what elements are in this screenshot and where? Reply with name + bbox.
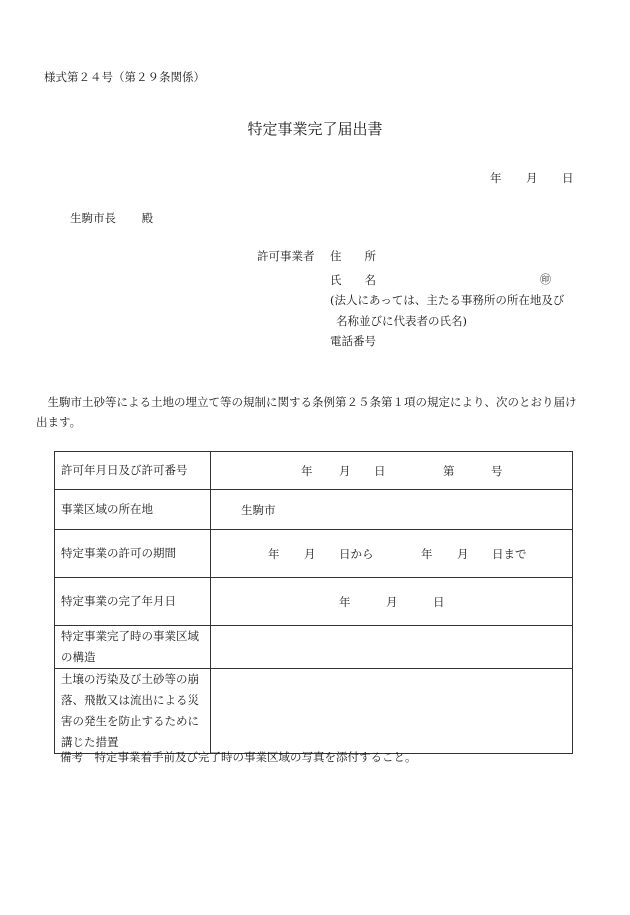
addressee xyxy=(70,210,153,226)
table-row-structure xyxy=(55,626,573,669)
table-row-measures xyxy=(55,669,573,754)
applicant-label: 許可事業者 xyxy=(257,249,315,263)
period-label: 特定事業の許可の期間 xyxy=(55,530,211,578)
addressee-name: 生駒市長 xyxy=(70,211,116,225)
intro-text: 生駒市土砂等による土地の埋立て等の規制に関する条例第２５条第１項の規定により、次のとおり届け出ます。 xyxy=(36,395,577,429)
period-value[interactable]: 年 月 日から 年 月 日まで xyxy=(211,530,573,578)
form-number: 様式第２４号（第２９条関係） xyxy=(44,70,205,84)
applicant-address-label: 住 所 xyxy=(330,249,376,263)
measures-label: 土壌の汚染及び土砂等の崩落、飛散又は流出による災害の発生を防止するために講じた措置 xyxy=(55,669,211,754)
date-year-label: 年 xyxy=(490,171,502,185)
table-row-permit xyxy=(55,452,573,490)
completion-label: 特定事業の完了年月日 xyxy=(55,578,211,626)
addressee-honorific: 殿 xyxy=(141,211,154,225)
applicant-name-label: 氏 名 xyxy=(330,273,376,287)
structure-value[interactable] xyxy=(211,626,573,669)
permit-label: 許可年月日及び許可番号 xyxy=(55,452,211,490)
table-row-location xyxy=(55,490,573,530)
measures-value[interactable] xyxy=(211,669,573,754)
report-table xyxy=(54,451,573,754)
completion-value[interactable]: 年 月 日 xyxy=(211,578,573,626)
seal-mark: ㊞ xyxy=(540,273,551,286)
location-label: 事業区域の所在地 xyxy=(55,490,211,530)
date-day-label: 日 xyxy=(562,171,574,185)
table-row-completion xyxy=(55,578,573,626)
applicant-phone-label: 電話番号 xyxy=(330,334,376,348)
permit-value[interactable]: 年 月 日 第 号 xyxy=(211,452,573,490)
date-month-label: 月 xyxy=(526,171,538,185)
table-row-period xyxy=(55,530,573,578)
applicant-note-line2: 名称並びに代表者の氏名) xyxy=(336,314,467,328)
location-value[interactable]: 生駒市 xyxy=(211,490,573,530)
document-title: 特定事業完了届出書 xyxy=(247,120,383,138)
applicant-note-line1: (法人にあっては、主たる事務所の所在地及び xyxy=(330,293,565,307)
structure-label: 特定事業完了時の事業区域の構造 xyxy=(55,626,211,669)
remarks-note: 備考 特定事業着手前及び完了時の事業区域の写真を添付すること。 xyxy=(60,750,417,764)
